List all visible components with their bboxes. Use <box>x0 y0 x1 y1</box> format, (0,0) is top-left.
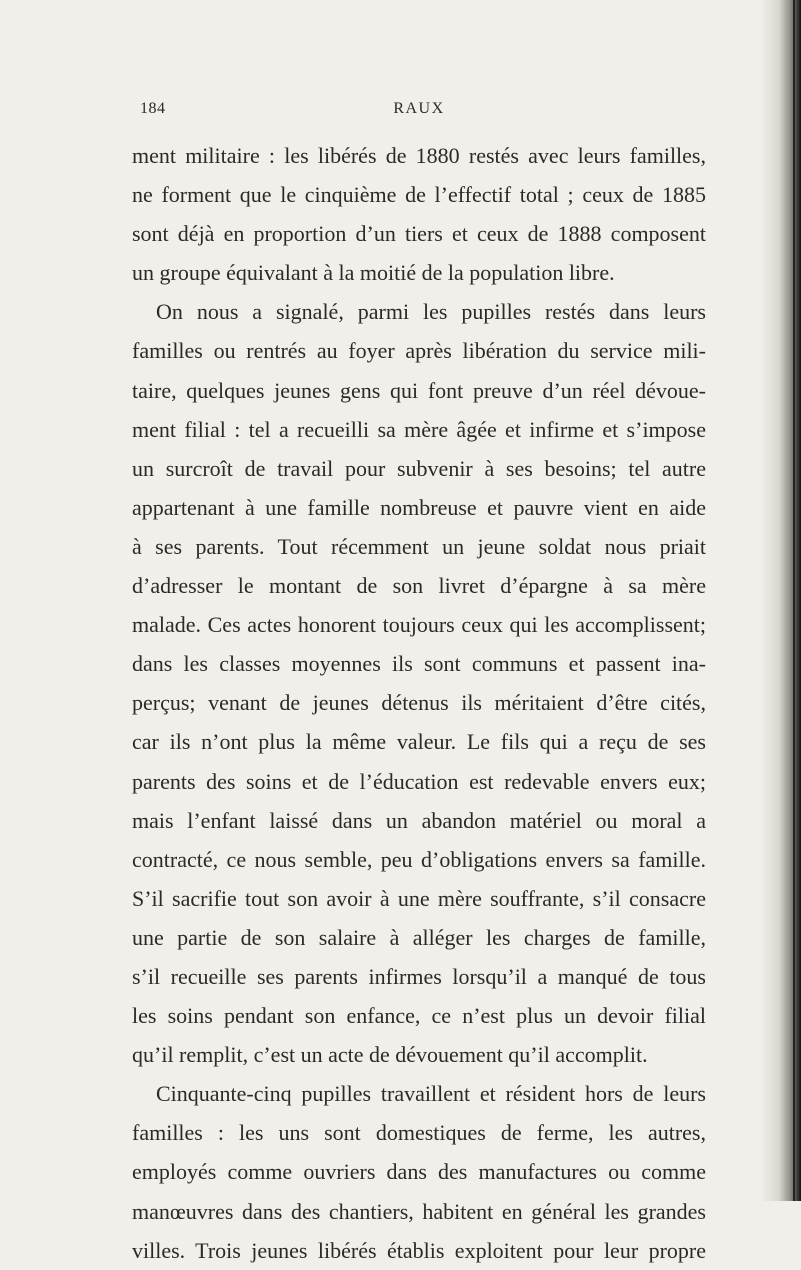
text-line: taire, quelques jeunes gens qui font preuve d’un réel dévoue- <box>132 377 706 403</box>
text-line: ment militaire : les libérés de 1880 restés avec leurs familles, <box>132 143 706 168</box>
text-line: perçus; venant de jeunes détenus ils méritaient d’être cités, <box>132 690 706 716</box>
text-line: parents des soins et de l’éducation est redevable envers eux; <box>132 768 706 794</box>
page-number: 184 <box>140 100 166 117</box>
text-line: malade. Ces actes honorent toujours ceux qui les accomplissent; <box>132 612 706 638</box>
text-line: ne forment que le cinquième de l’effectif total ; ceux de 1885 <box>132 182 706 208</box>
running-head: RAUX <box>393 100 445 117</box>
text-line: qu’il remplit, c’est un acte de dévouement qu’il accomplit. <box>132 1042 648 1068</box>
text-line: sont déjà en proportion d’un tiers et ceux de 1888 composent <box>132 221 706 247</box>
text-line: les soins pendant son enfance, ce n’est plus un devoir filial <box>132 1003 706 1029</box>
text-line: dans les classes moyennes ils sont communs et passent ina- <box>132 651 706 677</box>
text-line: un groupe équivalant à la moitié de la population libre. <box>132 260 615 286</box>
text-line: villes. Trois jeunes libérés établis exploitent pour leur propre <box>132 1237 706 1263</box>
text-line: appartenant à une famille nombreuse et pauvre vient en aide <box>132 494 706 520</box>
text-line: employés comme ouvriers dans des manufactures ou comme <box>132 1159 706 1185</box>
text-line: à ses parents. Tout récemment un jeune soldat nous priait <box>132 533 706 559</box>
text-line: car ils n’ont plus la même valeur. Le fils qui a reçu de ses <box>132 729 706 755</box>
page-edge-shadow <box>761 0 801 1201</box>
text-line: contracté, ce nous semble, peu d’obligations envers sa famille. <box>132 846 706 872</box>
binding-line <box>793 0 795 1201</box>
text-line: manœuvres dans des chantiers, habitent en général les grandes <box>132 1198 706 1224</box>
text-line: S’il sacrifie tout son avoir à une mère souffrante, s’il consacre <box>132 885 706 911</box>
text-line: Cinquante-cinq pupilles travaillent et résident hors de leurs <box>156 1081 706 1107</box>
text-line: une partie de son salaire à alléger les charges de famille, <box>132 924 706 950</box>
text-line: familles ou rentrés au foyer après libération du service mili- <box>132 338 706 364</box>
text-line: familles : les uns sont domestiques de ferme, les autres, <box>132 1120 706 1146</box>
text-line: ment filial : tel a recueilli sa mère âgée et infirme et s’impose <box>132 416 706 442</box>
text-line: On nous a signalé, parmi les pupilles restés dans leurs <box>156 299 706 325</box>
text-line: un surcroît de travail pour subvenir à ses besoins; tel autre <box>132 455 706 481</box>
body-text <box>132 136 706 1270</box>
page-header <box>132 100 706 122</box>
text-line: mais l’enfant laissé dans un abandon matériel ou moral a <box>132 807 706 833</box>
text-line: d’adresser le montant de son livret d’épargne à sa mère <box>132 573 706 599</box>
text-line: s’il recueille ses parents infirmes lorsqu’il a manqué de tous <box>132 963 706 989</box>
